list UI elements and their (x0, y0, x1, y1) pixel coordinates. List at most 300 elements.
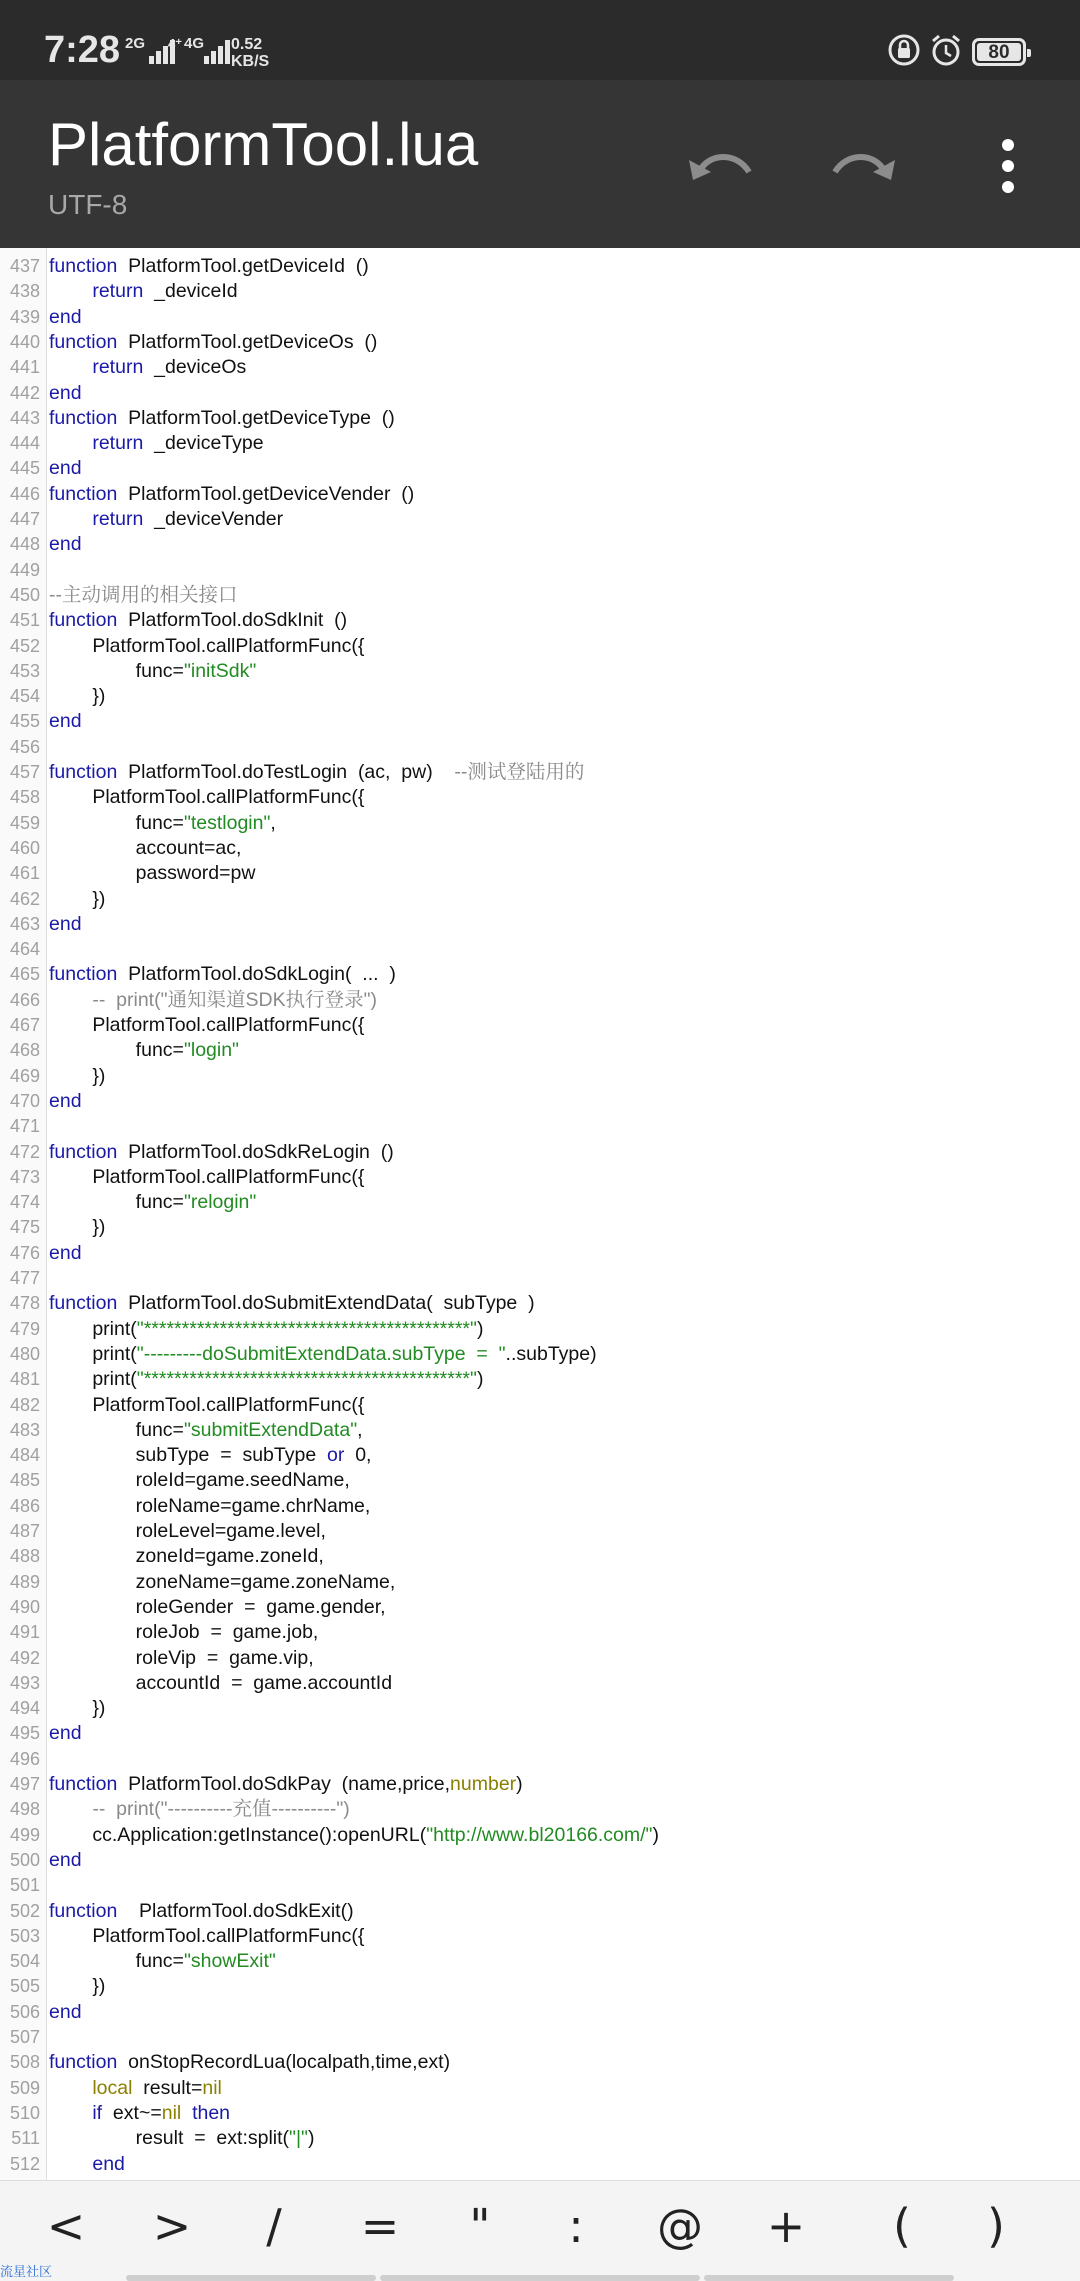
code-token: func= (49, 811, 184, 834)
code-line[interactable] (0, 811, 1080, 836)
code-token: PlatformTool.getDeviceOs () (117, 330, 378, 353)
code-token (181, 2102, 192, 2124)
code-token: --主动调用的相关接口 (49, 583, 238, 606)
code-token: return (92, 432, 144, 455)
code-line[interactable] (0, 1823, 1080, 1848)
code-token: PlatformTool.doSdkLogin( ... ) (117, 963, 396, 986)
line-number: 494 (9, 1698, 40, 1719)
undo-icon (687, 146, 753, 191)
line-number: 453 (9, 660, 40, 681)
code-line[interactable] (0, 1873, 1080, 1898)
line-number: 479 (9, 1318, 40, 1339)
code-line[interactable] (0, 1544, 1080, 1569)
code-text (49, 583, 238, 608)
code-token: roleJob = game.job, (49, 1621, 319, 1644)
line-number: 480 (9, 1343, 40, 1364)
code-token: function (49, 963, 118, 986)
code-text (49, 381, 82, 406)
code-token: PlatformTool.getDeviceVender () (117, 482, 415, 505)
code-text (49, 1595, 386, 1620)
code-token: PlatformTool.getDeviceType () (117, 406, 395, 429)
code-line[interactable] (0, 1215, 1080, 1240)
code-line[interactable] (0, 381, 1080, 406)
code-line[interactable] (0, 1266, 1080, 1291)
code-line[interactable] (0, 2152, 1080, 2177)
code-line[interactable] (0, 1721, 1080, 1746)
code-token: roleVip = game.vip, (49, 1646, 314, 1669)
line-number: 478 (9, 1293, 40, 1314)
code-token (49, 2153, 92, 2175)
code-token: }) (49, 1697, 106, 1720)
code-token: PlatformTool.doTestLogin (ac, pw) (117, 761, 455, 783)
code-line[interactable] (0, 1064, 1080, 1089)
code-text (49, 684, 105, 709)
code-line[interactable] (0, 1899, 1080, 1924)
battery-level: 80 (977, 43, 1021, 61)
code-token: PlatformTool.doSdkReLogin () (117, 1140, 394, 1163)
code-token: "showExit" (183, 1950, 276, 1973)
code-line[interactable] (0, 988, 1080, 1013)
code-line[interactable] (0, 583, 1080, 608)
code-text (49, 1772, 523, 1797)
code-token: result = ext:split( (49, 2127, 290, 2150)
line-number: 472 (9, 1141, 40, 1162)
code-token: roleId=game.seedName, (49, 1469, 350, 1492)
file-encoding[interactable]: UTF-8 (48, 189, 128, 220)
code-token: , (357, 1418, 363, 1441)
line-number: 486 (9, 1495, 40, 1516)
status-bar (0, 0, 1080, 80)
network-speed (231, 36, 269, 70)
code-line[interactable] (0, 962, 1080, 987)
code-text (49, 1924, 364, 1949)
undo-button[interactable] (682, 130, 758, 206)
line-number: 500 (9, 1849, 40, 1870)
alarm-icon (928, 32, 964, 73)
line-number: 483 (9, 1419, 40, 1440)
code-token: func= (49, 1039, 184, 1062)
code-text (49, 1797, 350, 1822)
code-text (49, 1494, 370, 1519)
code-token (49, 508, 92, 530)
line-number: 490 (9, 1596, 40, 1617)
code-text (49, 1367, 483, 1392)
code-text (49, 2126, 314, 2151)
more-options-button[interactable] (970, 130, 1046, 206)
code-token: "initSdk" (183, 659, 257, 682)
line-number: 506 (9, 2001, 40, 2022)
code-text (49, 811, 276, 836)
code-text (49, 988, 377, 1013)
code-text (49, 431, 264, 456)
code-token: function (49, 255, 118, 277)
code-line[interactable] (0, 532, 1080, 557)
code-token: }) (49, 1216, 106, 1239)
code-line[interactable] (0, 1646, 1080, 1671)
code-line[interactable] (0, 1519, 1080, 1544)
code-token: print( (49, 1317, 137, 1340)
line-number: 499 (9, 1824, 40, 1845)
code-token: PlatformTool.callPlatformFunc({ (49, 1014, 365, 1036)
code-line[interactable] (0, 1494, 1080, 1519)
code-line[interactable] (0, 608, 1080, 633)
speed-value: 0.52 (231, 36, 263, 53)
code-line[interactable] (0, 406, 1080, 431)
code-line[interactable] (0, 1140, 1080, 1165)
code-token: return (92, 508, 144, 530)
code-token: end (49, 457, 82, 480)
code-line[interactable] (0, 634, 1080, 659)
code-token: _deviceId (143, 280, 238, 303)
line-number: 461 (9, 863, 40, 884)
code-token: local (92, 2076, 133, 2099)
code-line[interactable] (0, 1342, 1080, 1367)
code-token: function (49, 1773, 118, 1795)
line-number: 504 (9, 1951, 40, 1972)
line-number: 475 (9, 1217, 40, 1238)
line-number: 501 (9, 1875, 40, 1896)
line-number: 511 (11, 2128, 40, 2149)
code-line[interactable] (0, 2025, 1080, 2050)
code-token: ext~= (102, 2101, 162, 2124)
code-line[interactable] (0, 1595, 1080, 1620)
code-token: or (327, 1444, 345, 1467)
code-token: PlatformTool.callPlatformFunc({ (49, 1393, 365, 1416)
code-line[interactable] (0, 836, 1080, 861)
code-line[interactable] (0, 684, 1080, 709)
code-token: PlatformTool.doSdkPay (name,price, (117, 1773, 451, 1795)
line-number: 484 (9, 1445, 40, 1466)
code-text (49, 1140, 394, 1165)
line-number: 457 (9, 762, 40, 782)
code-token: func= (49, 1191, 184, 1214)
code-text (49, 1974, 105, 1999)
symbol-key[interactable]: / (266, 2199, 282, 2253)
code-token: PlatformTool.callPlatformFunc({ (49, 1924, 365, 1947)
symbol-key[interactable]: = (360, 2199, 400, 2253)
code-line[interactable] (0, 305, 1080, 330)
code-line[interactable] (0, 355, 1080, 380)
code-line[interactable] (0, 709, 1080, 734)
line-number: 450 (9, 584, 40, 605)
code-text (49, 709, 82, 734)
code-line[interactable] (0, 1367, 1080, 1392)
symbol-key[interactable]: ( (893, 2199, 911, 2253)
code-token: subType = subType (49, 1444, 328, 1467)
code-token: end (49, 1848, 82, 1871)
code-line[interactable] (0, 254, 1080, 279)
code-token: ) (476, 1368, 484, 1391)
code-line[interactable] (0, 1393, 1080, 1418)
code-token: _deviceType (143, 432, 264, 455)
code-text (49, 1089, 82, 1114)
code-line[interactable] (0, 1772, 1080, 1797)
line-number: 492 (9, 1647, 40, 1668)
code-line[interactable] (0, 1924, 1080, 1949)
code-text (49, 659, 256, 684)
code-line[interactable] (0, 1418, 1080, 1443)
line-number: 444 (9, 433, 40, 454)
line-number: 505 (9, 1976, 40, 1997)
code-line[interactable] (0, 1190, 1080, 1215)
line-number: 454 (9, 686, 40, 707)
code-line[interactable] (0, 1797, 1080, 1822)
scroll-indicator (126, 2275, 376, 2281)
code-text (49, 2000, 82, 2025)
code-line[interactable] (0, 937, 1080, 962)
code-line[interactable] (0, 735, 1080, 760)
code-text (49, 1544, 324, 1569)
code-token: PlatformTool.doSubmitExtendData( subType ) (117, 1292, 535, 1315)
watermark: 流星社区 (0, 2264, 53, 2279)
code-line[interactable] (0, 1949, 1080, 1974)
code-token: }) (49, 685, 106, 708)
code-line[interactable] (0, 1570, 1080, 1595)
code-token: account=ac, (49, 836, 242, 859)
line-number: 509 (9, 2077, 40, 2098)
line-number: 507 (9, 2027, 40, 2047)
code-line[interactable] (0, 1468, 1080, 1493)
code-token: accountId = game.accountId (49, 1671, 393, 1694)
code-text (49, 1165, 364, 1190)
code-token: function (49, 1140, 118, 1163)
code-line[interactable] (0, 1013, 1080, 1038)
code-token: PlatformTool.doSdkExit() (117, 1899, 354, 1922)
symbol-key[interactable]: < (46, 2199, 86, 2253)
code-text (49, 1215, 105, 1240)
code-token: PlatformTool.getDeviceId () (117, 255, 369, 277)
code-line[interactable] (0, 1165, 1080, 1190)
code-text (49, 1823, 659, 1848)
code-text (49, 2076, 222, 2101)
code-line[interactable] (0, 2126, 1080, 2151)
code-token: roleName=game.chrName, (49, 1494, 371, 1517)
code-token: end (49, 533, 82, 556)
code-token: end (49, 381, 82, 404)
code-text (49, 355, 246, 380)
code-text (49, 1190, 256, 1215)
line-number: 497 (9, 1774, 40, 1794)
code-text (49, 887, 105, 912)
code-text (49, 1696, 105, 1721)
code-token: end (49, 1241, 82, 1264)
symbol-key[interactable]: + (766, 2199, 806, 2253)
code-line[interactable] (0, 861, 1080, 886)
code-line[interactable] (0, 330, 1080, 355)
code-text (49, 1848, 82, 1873)
code-token: 0, (344, 1444, 372, 1467)
code-token: }) (49, 887, 106, 910)
network-type-2: 4G (184, 35, 205, 52)
code-text (49, 836, 241, 861)
code-line[interactable] (0, 279, 1080, 304)
code-line[interactable] (0, 659, 1080, 684)
code-line[interactable] (0, 1671, 1080, 1696)
code-token: _deviceOs (143, 356, 247, 379)
line-number: 466 (9, 989, 40, 1010)
code-token: ..subType) (505, 1342, 597, 1365)
code-line[interactable] (0, 431, 1080, 456)
code-token: PlatformTool.callPlatformFunc({ (49, 1165, 365, 1188)
code-token: function (49, 2051, 118, 2074)
code-text (49, 785, 364, 810)
code-line[interactable] (0, 1620, 1080, 1645)
code-token: "|" (289, 2127, 308, 2150)
code-line[interactable] (0, 1974, 1080, 1999)
more-vert-icon (998, 138, 1018, 199)
code-token: roleGender = game.gender, (49, 1595, 386, 1618)
code-line[interactable] (0, 1089, 1080, 1114)
code-token (49, 432, 92, 454)
code-token: return (92, 280, 144, 303)
line-number: 451 (9, 610, 40, 631)
code-token: end (49, 305, 82, 328)
code-token: PlatformTool.callPlatformFunc({ (49, 786, 365, 809)
line-number: 455 (9, 711, 40, 732)
line-number: 449 (9, 559, 40, 580)
redo-icon (831, 146, 897, 191)
code-token (49, 356, 92, 378)
code-text (49, 1038, 239, 1063)
code-line[interactable] (0, 1696, 1080, 1721)
code-line[interactable] (0, 1848, 1080, 1873)
code-token: -- print("通知渠道SDK执行登录") (92, 988, 378, 1011)
code-line[interactable] (0, 1747, 1080, 1772)
code-token: function (49, 406, 118, 429)
code-text (49, 456, 82, 481)
code-text (49, 1570, 395, 1595)
line-number: 438 (9, 281, 40, 302)
line-number: 487 (9, 1521, 40, 1541)
redo-button[interactable] (826, 130, 902, 206)
code-line[interactable] (0, 1291, 1080, 1316)
code-line[interactable] (0, 558, 1080, 583)
symbol-key[interactable]: " (469, 2199, 491, 2253)
code-line[interactable] (0, 2050, 1080, 2075)
code-token: "*******************************************" (136, 1317, 477, 1340)
code-text (49, 912, 82, 937)
code-token: function (49, 609, 118, 632)
code-token: _deviceVender (143, 508, 284, 530)
code-token: ) (476, 1317, 484, 1340)
line-number: 496 (9, 1748, 40, 1769)
code-text (49, 861, 255, 886)
code-line[interactable] (0, 456, 1080, 481)
symbol-key[interactable]: @ (657, 2199, 703, 2253)
code-token: "http://www.bl20166.com/" (426, 1823, 653, 1846)
line-number: 437 (9, 256, 40, 276)
line-number: 508 (9, 2052, 40, 2073)
symbol-key[interactable]: > (152, 2199, 192, 2253)
code-token: result= (132, 2076, 203, 2099)
code-line[interactable] (0, 1241, 1080, 1266)
code-text (49, 1721, 82, 1746)
code-token: function (49, 761, 118, 783)
code-token: func= (49, 1950, 184, 1973)
code-token: print( (49, 1368, 137, 1391)
file-title: PlatformTool.lua (48, 111, 479, 178)
code-line[interactable] (0, 912, 1080, 937)
line-number: 510 (9, 2102, 40, 2123)
code-text (49, 2050, 450, 2075)
code-text (49, 532, 82, 557)
line-number: 462 (9, 888, 40, 909)
line-number: 482 (9, 1394, 40, 1415)
code-text (49, 1620, 318, 1645)
code-line[interactable] (0, 482, 1080, 507)
code-token: end (49, 2000, 82, 2023)
line-number: 512 (9, 2153, 40, 2174)
code-token: end (49, 710, 82, 733)
line-number: 446 (9, 483, 40, 504)
code-text (49, 1468, 350, 1493)
code-token: function (49, 1292, 118, 1315)
code-token: cc.Application:getInstance():openURL( (49, 1823, 427, 1846)
line-number: 498 (9, 1799, 40, 1820)
line-number: 440 (9, 331, 40, 352)
code-line[interactable] (0, 887, 1080, 912)
code-text (49, 507, 283, 532)
code-token (49, 280, 92, 302)
code-token: "*******************************************" (136, 1368, 477, 1391)
code-line[interactable] (0, 2000, 1080, 2025)
line-number: 471 (9, 1116, 40, 1137)
scroll-indicator (380, 2275, 700, 2281)
network-prefix: 4⁺ (168, 36, 183, 51)
line-number: 502 (9, 1900, 40, 1921)
code-token: onStopRecordLua(localpath,time,ext) (117, 2051, 451, 2074)
code-line[interactable] (0, 2101, 1080, 2126)
code-line[interactable] (0, 760, 1080, 785)
symbol-key[interactable]: ) (987, 2199, 1005, 2253)
code-line[interactable] (0, 1443, 1080, 1468)
code-text (49, 634, 364, 659)
code-text (49, 305, 82, 330)
code-token: "login" (183, 1039, 239, 1062)
symbol-key[interactable]: : (568, 2199, 584, 2253)
code-line[interactable] (0, 2076, 1080, 2101)
code-text (49, 1393, 364, 1418)
code-token: nil (202, 2076, 222, 2099)
line-number: 448 (9, 534, 40, 555)
code-token: "relogin" (183, 1191, 257, 1214)
code-editor[interactable] (0, 248, 1080, 2180)
line-number: 452 (9, 635, 40, 656)
code-line[interactable] (0, 1038, 1080, 1063)
code-text (49, 1241, 82, 1266)
code-token: if (92, 2101, 103, 2124)
line-number: 495 (9, 1723, 40, 1744)
code-line[interactable] (0, 507, 1080, 532)
line-number: 468 (9, 1040, 40, 1061)
code-token: ) (307, 2127, 315, 2150)
status-time: 7:28 (44, 29, 121, 71)
line-number: 456 (9, 736, 40, 757)
code-token (49, 2077, 92, 2099)
line-number: 474 (9, 1192, 40, 1213)
code-line[interactable] (0, 1317, 1080, 1342)
code-token: PlatformTool.doSdkInit () (117, 609, 348, 632)
code-text (49, 1949, 276, 1974)
code-token: end (49, 1722, 82, 1745)
line-number: 469 (9, 1065, 40, 1086)
code-line[interactable] (0, 1114, 1080, 1139)
code-token: end (49, 912, 82, 935)
code-line[interactable] (0, 785, 1080, 810)
code-token: password=pw (49, 862, 256, 885)
code-token: number (450, 1773, 517, 1795)
line-number: 488 (9, 1546, 40, 1567)
